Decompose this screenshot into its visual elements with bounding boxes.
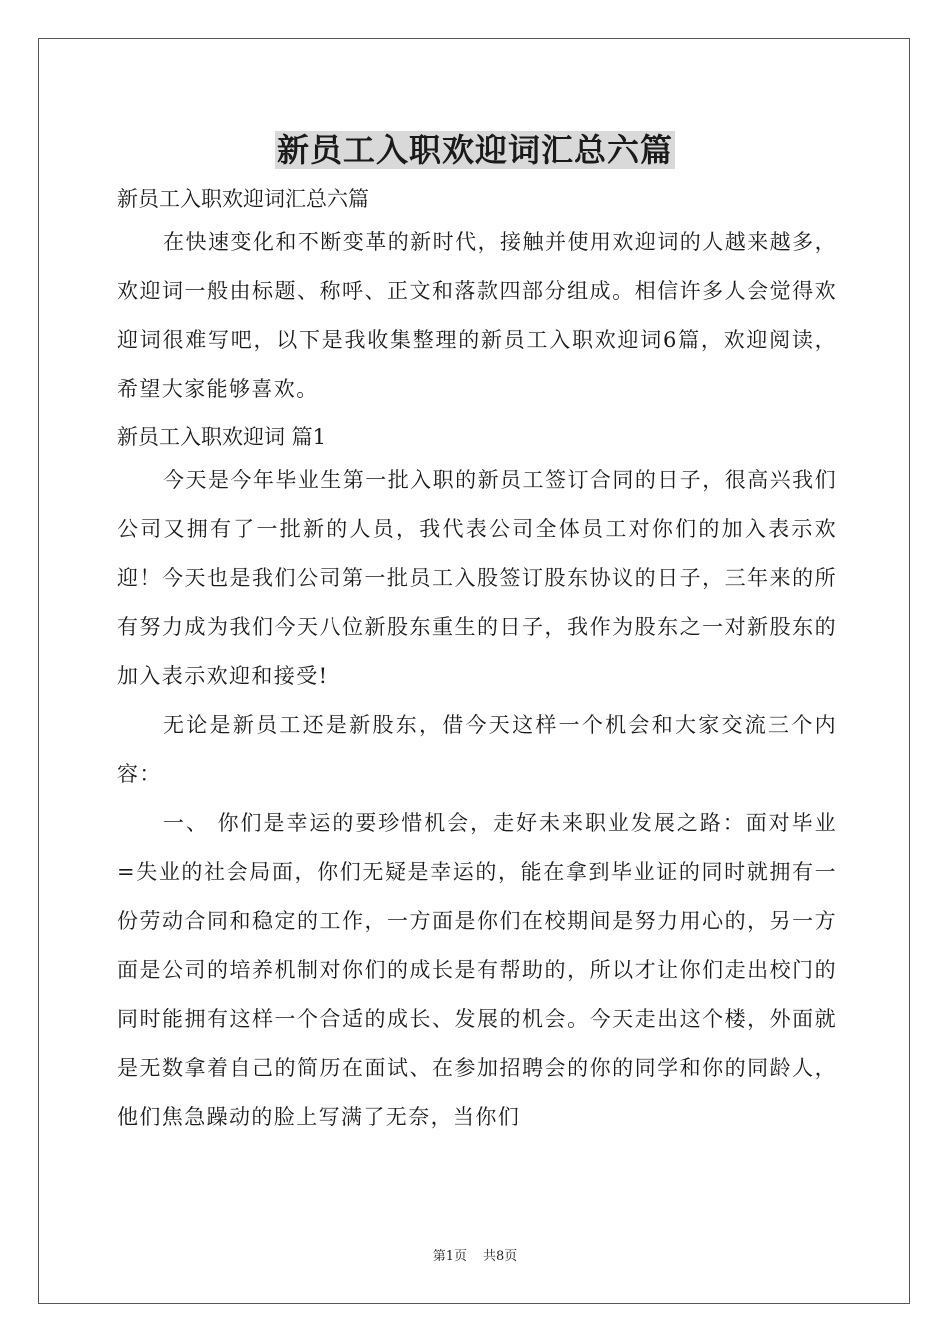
page-footer [0, 1248, 950, 1266]
document-subtitle: 新员工入职欢迎词汇总六篇 [117, 187, 369, 211]
intro-paragraph: 在快速变化和不断变革的新时代，接触并使用欢迎词的人越来越多，欢迎词一般由标题、称呼、正文和落款四部分组成。相信许多人会觉得欢迎词很难写吧，以下是我收集整理的新员工入职欢迎词6篇，欢迎阅读，希望大家能够喜欢。 [117, 230, 837, 401]
section-heading: 新员工入职欢迎词 篇1 [117, 425, 327, 449]
page-total: 共8页 [483, 1249, 518, 1264]
body-paragraph-3: 一、 你们是幸运的要珍惜机会，走好未来职业发展之路：面对毕业=失业的社会局面，你们无疑是幸运的，能在拿到毕业证的同时就拥有一份劳动合同和稳定的工作，一方面是你们在校期间是努力用心的，另一方面是公司的培养机制对你们的成长是有帮助的，所以才让你们走出校门的同时能拥有这样一个合适的成长、发展的机会。今天走出这个楼，外面就是无数拿着自己的简历在面试、在参加招聘会的你的同学和你的同龄人，他们焦急躁动的脸上写满了无奈，当你们 [117, 811, 837, 1129]
body-paragraph-2: 无论是新员工还是新股东，借今天这样一个机会和大家交流三个内容： [117, 713, 837, 786]
document-title-text: 新员工入职欢迎词汇总六篇 [276, 131, 673, 169]
page-number: 第1页 [432, 1249, 467, 1264]
document-body [117, 180, 837, 1142]
document-title [0, 124, 950, 176]
body-paragraph-1: 今天是今年毕业生第一批入职的新员工签订合同的日子，很高兴我们公司又拥有了一批新的人员，我代表公司全体员工对你们的加入表示欢迎！今天也是我们公司第一批员工入股签订股东协议的日子，三年来的所有努力成为我们今天八位新股东重生的日子，我作为股东之一对新股东的加入表示欢迎和接受! [117, 468, 837, 688]
